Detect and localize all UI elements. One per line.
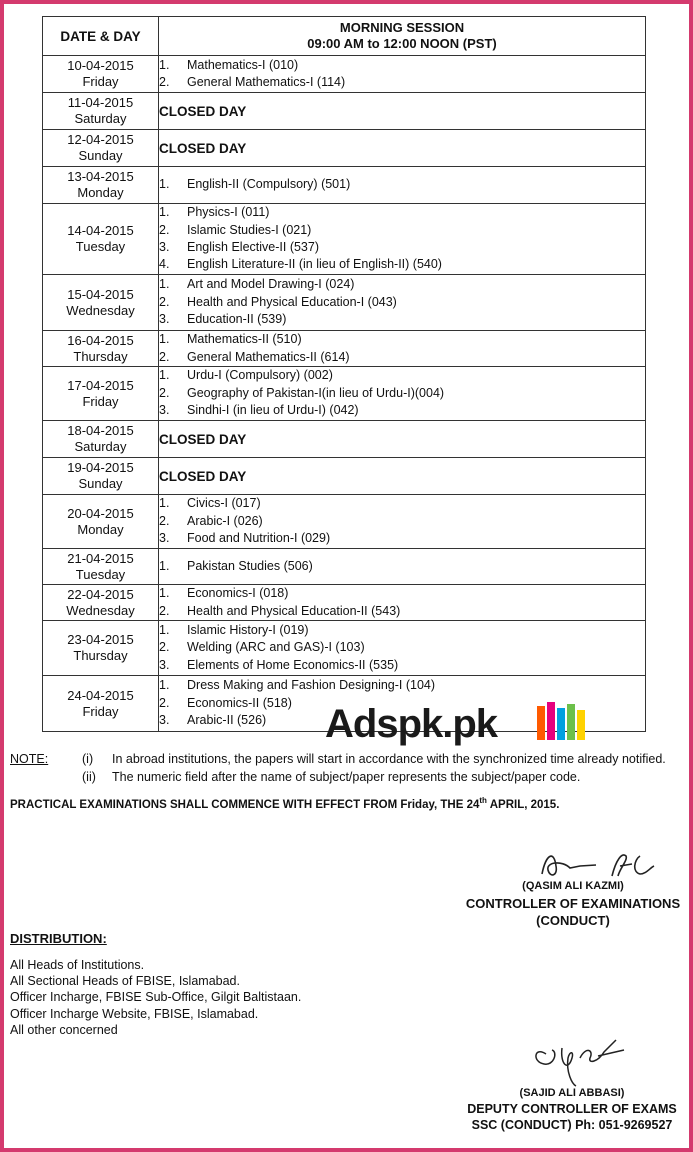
paper-title: Dress Making and Fashion Designing-I (104)	[187, 678, 436, 693]
paper-title: English-II (Compulsory) (501)	[187, 177, 351, 192]
exam-day: Saturday	[74, 111, 127, 126]
distribution-item: All other concerned	[10, 1022, 118, 1037]
schedule-row	[43, 367, 646, 421]
paper-number: 2.	[159, 513, 170, 528]
paper-number: 1.	[159, 558, 170, 573]
date-cell	[43, 621, 159, 676]
paper-title: Islamic Studies-I (021)	[187, 222, 312, 237]
distribution-item: Officer Incharge Website, FBISE, Islamabad.	[10, 1006, 259, 1021]
paper-title: Economics-I (018)	[187, 586, 289, 601]
papers-cell	[159, 331, 646, 367]
paper-number: 3.	[159, 240, 170, 254]
closed-day-cell: CLOSED DAY	[159, 93, 646, 130]
date-cell	[43, 367, 159, 421]
date-cell	[43, 167, 159, 204]
papers-cell	[159, 549, 646, 585]
practical-sup: th	[479, 796, 487, 805]
exam-day: Tuesday	[75, 239, 126, 254]
deputy-signature-block	[458, 1085, 686, 1133]
closed-day-cell: CLOSED DAY	[159, 130, 646, 167]
papers-cell	[159, 621, 646, 676]
paper-item	[159, 204, 645, 221]
exam-day: Friday	[82, 703, 119, 719]
date-cell	[43, 676, 159, 732]
papers-cell	[159, 275, 646, 331]
note-text: The numeric field after the name of subject/paper represents the subject/paper code.	[112, 770, 581, 784]
paper-number: 3.	[159, 531, 170, 546]
paper-item	[159, 222, 645, 239]
paper-title: Economics-II (518)	[187, 695, 292, 710]
exam-day: Friday	[82, 74, 119, 89]
papers-cell	[159, 585, 646, 621]
paper-title: General Mathematics-II (614)	[187, 349, 350, 364]
session-title: MORNING SESSION	[339, 20, 465, 35]
paper-number: 1.	[159, 177, 170, 192]
paper-number: 1.	[159, 368, 170, 383]
papers-cell	[159, 204, 646, 275]
papers-cell	[159, 495, 646, 549]
date-cell	[43, 275, 159, 331]
closed-day-cell: CLOSED DAY	[159, 458, 646, 495]
exam-day: Monday	[77, 521, 124, 537]
paper-item	[159, 677, 645, 694]
distribution-item: Officer Incharge, FBISE Sub-Office, Gilgit Baltistaan.	[10, 990, 302, 1005]
controller-signature	[536, 846, 666, 882]
paper-title: English Elective-II (537)	[187, 240, 320, 254]
paper-number: 1.	[159, 332, 170, 347]
paper-number: 1.	[159, 622, 170, 637]
deputy-signature	[528, 1028, 638, 1090]
exam-day: Sunday	[78, 476, 123, 491]
date-cell	[43, 130, 159, 167]
schedule-row	[43, 204, 646, 275]
paper-number: 2.	[159, 385, 170, 400]
exam-day: Monday	[77, 185, 124, 200]
paper-item	[159, 367, 645, 384]
papers-cell	[159, 56, 646, 93]
note-index: (i)	[82, 752, 94, 766]
paper-number: 1.	[159, 678, 170, 693]
paper-title: Sindhi-I (in lieu of Urdu-I) (042)	[187, 403, 359, 418]
exam-date: 22-04-2015	[67, 586, 134, 602]
paper-title: Civics-I (017)	[187, 496, 261, 511]
paper-number: 2.	[159, 222, 170, 237]
date-cell	[43, 549, 159, 585]
paper-number: 2.	[159, 695, 170, 710]
paper-item	[159, 256, 645, 273]
exam-date: 14-04-2015	[67, 223, 134, 238]
date-cell	[43, 495, 159, 549]
schedule-row	[43, 130, 646, 167]
paper-item	[159, 311, 645, 328]
paper-item	[159, 331, 645, 348]
paper-item	[159, 74, 645, 91]
paper-title: Geography of Pakistan-I(in lieu of Urdu-I)(004)	[187, 385, 445, 400]
paper-item	[159, 657, 645, 674]
exam-date: 13-04-2015	[67, 169, 134, 184]
paper-number: 2.	[159, 640, 170, 655]
paper-title: Arabic-II (526)	[187, 713, 267, 728]
morning-session-header	[159, 17, 646, 56]
exam-day: Friday	[82, 393, 119, 409]
paper-title: Art and Model Drawing-I (024)	[187, 277, 355, 292]
schedule-row	[43, 495, 646, 549]
paper-item	[159, 622, 645, 639]
distribution-item: All Sectional Heads of FBISE, Islamabad.	[10, 974, 240, 989]
paper-number: 3.	[159, 657, 170, 672]
practical-text: PRACTICAL EXAMINATIONS SHALL COMMENCE WITH EFFECT FROM Friday, THE 24	[10, 798, 480, 811]
session-time: 09:00 AM to 12:00 NOON (PST)	[307, 36, 497, 51]
paper-item	[159, 239, 645, 256]
paper-title: Arabic-I (026)	[187, 513, 263, 528]
exam-date: 21-04-2015	[67, 550, 134, 566]
paper-title: Islamic History-I (019)	[187, 622, 309, 637]
paper-title: Welding (ARC and GAS)-I (103)	[187, 640, 365, 655]
paper-title: General Mathematics-I (114)	[187, 75, 346, 89]
closed-day-cell: CLOSED DAY	[159, 421, 646, 458]
schedule-row	[43, 458, 646, 495]
paper-number: 1.	[159, 496, 170, 511]
paper-title: Food and Nutrition-I (029)	[187, 531, 331, 546]
paper-number: 3.	[159, 403, 170, 418]
schedule-row	[43, 549, 646, 585]
paper-item	[159, 603, 645, 620]
practical-tail: APRIL, 2015.	[486, 798, 560, 811]
date-day-header: DATE & DAY	[43, 17, 159, 56]
schedule-row	[43, 275, 646, 331]
paper-item	[159, 495, 645, 512]
exam-date: 24-04-2015	[67, 687, 134, 703]
paper-item	[159, 294, 645, 311]
exam-date: 23-04-2015	[67, 632, 134, 647]
exam-date: 17-04-2015	[67, 377, 134, 393]
exam-day: Sunday	[78, 148, 123, 163]
schedule-body	[43, 56, 646, 732]
deputy-title: DEPUTY CONTROLLER OF EXAMS	[467, 1102, 677, 1116]
exam-schedule-table	[42, 16, 646, 732]
distribution-title: DISTRIBUTION:	[10, 931, 107, 946]
paper-item	[159, 402, 645, 419]
adspk-watermark-logo	[325, 700, 587, 744]
note-item	[82, 770, 580, 784]
paper-item	[159, 276, 645, 293]
paper-item	[159, 176, 645, 193]
paper-item	[159, 513, 645, 530]
date-cell	[43, 93, 159, 130]
paper-item	[159, 558, 645, 575]
date-cell	[43, 458, 159, 495]
distribution-list	[10, 957, 301, 1038]
schedule-row	[43, 421, 646, 458]
date-cell	[43, 331, 159, 367]
exam-date: 18-04-2015	[67, 423, 134, 438]
paper-item	[159, 349, 645, 366]
controller-name: (QASIM ALI KAZMI)	[522, 880, 624, 892]
schedule-row	[43, 585, 646, 621]
paper-number: 2.	[159, 75, 170, 89]
paper-title: Pakistan Studies (506)	[187, 558, 313, 573]
date-cell	[43, 585, 159, 621]
practical-exam-notice	[10, 796, 559, 811]
date-cell	[43, 56, 159, 93]
watermark-text: Adspk.pk	[325, 702, 498, 746]
paper-number: 2.	[159, 603, 170, 618]
schedule-row	[43, 621, 646, 676]
schedule-row	[43, 93, 646, 130]
schedule-row	[43, 167, 646, 204]
paper-number: 4.	[159, 257, 170, 272]
paper-title: Urdu-I (Compulsory) (002)	[187, 368, 333, 383]
paper-title: English Literature-II (in lieu of English-II) (540)	[187, 257, 442, 272]
paper-item	[159, 639, 645, 656]
controller-dept: (CONDUCT)	[536, 913, 610, 928]
exam-day: Wednesday	[66, 302, 135, 318]
exam-day: Thursday	[73, 348, 128, 364]
paper-title: Health and Physical Education-I (043)	[187, 294, 397, 309]
paper-number: 3.	[159, 713, 170, 728]
deputy-name: (SAJID ALI ABBASI)	[519, 1087, 625, 1099]
paper-title: Physics-I (011)	[187, 205, 270, 220]
paper-number: 1.	[159, 586, 170, 601]
exam-day: Wednesday	[66, 602, 135, 618]
controller-title: CONTROLLER OF EXAMINATIONS	[465, 896, 681, 911]
paper-title: Education-II (539)	[187, 312, 287, 327]
schedule-row	[43, 56, 646, 93]
paper-number: 2.	[159, 349, 170, 364]
deputy-dept: SSC (CONDUCT) Ph: 051-9269527	[471, 1118, 673, 1132]
distribution-item: All Heads of Institutions.	[10, 958, 145, 972]
exam-date: 16-04-2015	[67, 332, 134, 348]
papers-cell	[159, 167, 646, 204]
exam-date: 11-04-2015	[67, 95, 134, 110]
exam-date: 12-04-2015	[67, 132, 134, 147]
note-text: In abroad institutions, the papers will start in accordance with the synchronized time already notified.	[112, 752, 666, 766]
exam-date: 19-04-2015	[67, 460, 134, 475]
paper-item	[159, 585, 645, 602]
note-index: (ii)	[82, 770, 96, 784]
exam-date: 10-04-2015	[67, 58, 134, 73]
exam-day: Tuesday	[75, 566, 126, 582]
controller-signature-block	[462, 878, 684, 929]
note-label: NOTE:	[10, 752, 49, 766]
exam-date: 15-04-2015	[67, 286, 134, 302]
date-cell	[43, 421, 159, 458]
paper-number: 1.	[159, 57, 170, 72]
paper-number: 3.	[159, 312, 170, 327]
paper-title: Health and Physical Education-II (543)	[187, 603, 401, 618]
paper-item	[159, 385, 645, 402]
paper-title: Mathematics-I (010)	[187, 57, 299, 72]
paper-number: 2.	[159, 294, 170, 309]
exam-date: 20-04-2015	[67, 505, 134, 521]
note-item	[82, 752, 666, 766]
exam-day: Thursday	[73, 648, 128, 663]
exam-day: Saturday	[74, 439, 127, 454]
paper-number: 1.	[159, 277, 170, 292]
colored-bars-icon	[535, 700, 587, 742]
paper-title: Elements of Home Economics-II (535)	[187, 657, 399, 672]
paper-item	[159, 530, 645, 547]
date-cell	[43, 204, 159, 275]
table-header-row	[43, 17, 646, 56]
paper-title: Mathematics-II (510)	[187, 332, 302, 347]
paper-item	[159, 57, 645, 74]
paper-number: 1.	[159, 205, 170, 220]
papers-cell	[159, 367, 646, 421]
schedule-row	[43, 331, 646, 367]
